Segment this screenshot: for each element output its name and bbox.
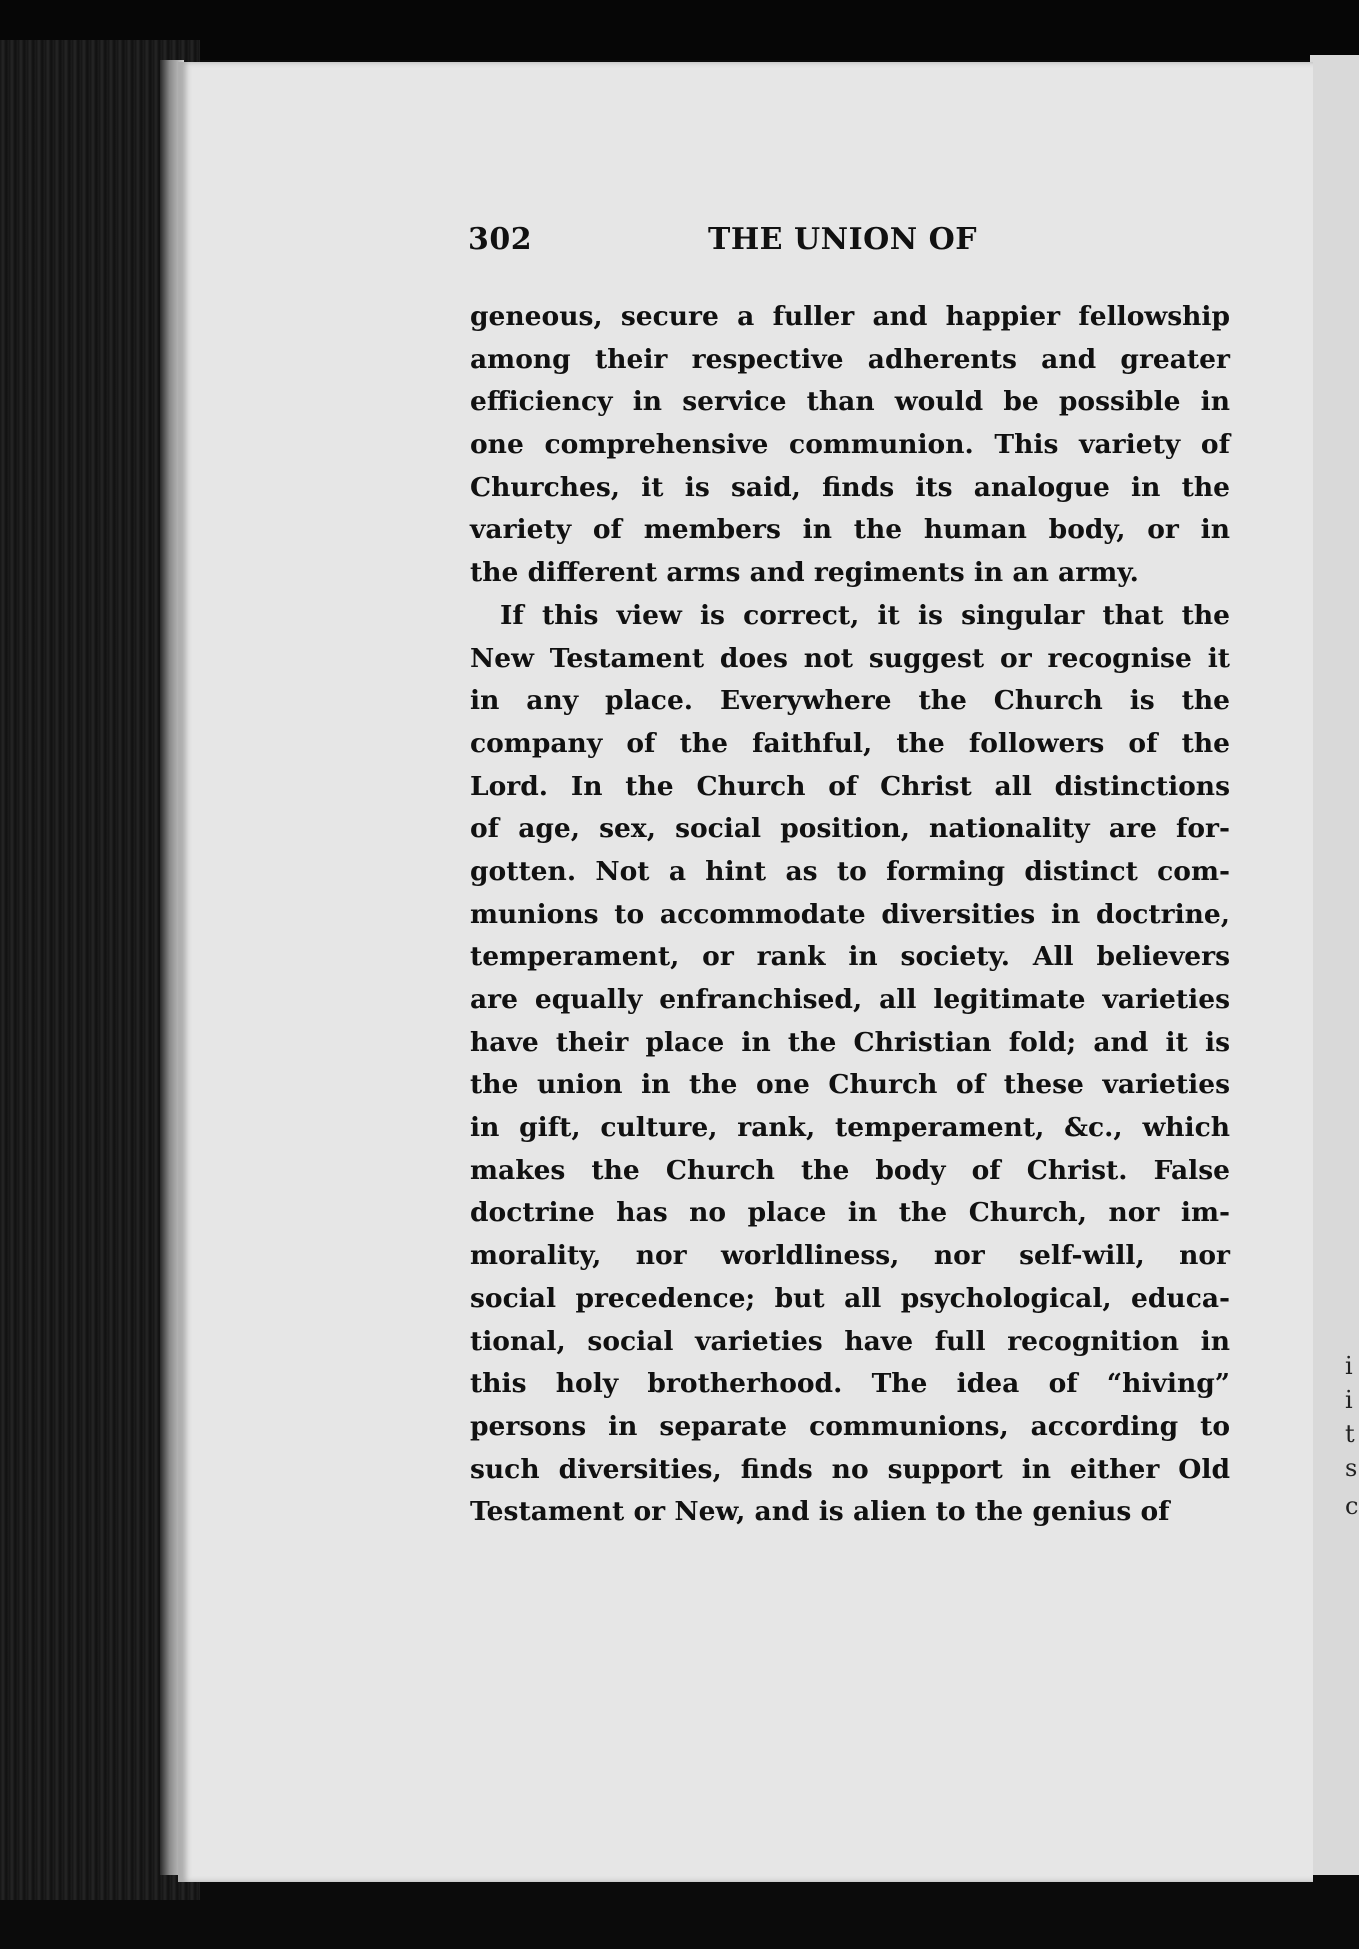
- text-line: temperament, or rank in society. All believers: [470, 941, 1230, 973]
- facing-page-letter: i: [1345, 1386, 1353, 1414]
- paragraph-start-line: If this view is correct, it is singular that the: [500, 599, 1230, 631]
- text-line: tional, social varieties have full recognition in: [470, 1325, 1230, 1357]
- running-title: THE UNION OF: [708, 222, 978, 257]
- text-line: in gift, culture, rank, temperament, &c., which: [470, 1112, 1230, 1144]
- text-line: the different arms and regiments in an army.: [470, 557, 1139, 589]
- text-line: makes the Church the body of Christ. False: [470, 1154, 1230, 1186]
- body-text: [470, 296, 1230, 1534]
- text-line: of age, sex, social position, nationality are for-: [470, 813, 1230, 845]
- text-line: gotten. Not a hint as to forming distinct com-: [470, 855, 1230, 887]
- page-number: 302: [468, 222, 533, 257]
- facing-page-letter: s: [1345, 1454, 1358, 1482]
- facing-page-letter: i: [1345, 1352, 1353, 1380]
- text-line: are equally enfranchised, all legitimate varieties: [470, 984, 1230, 1015]
- top-shadow: [0, 0, 1359, 60]
- text-line: Lord. In the Church of Christ all distinctions: [470, 770, 1230, 802]
- page-header: [468, 222, 1228, 272]
- text-line: social precedence; but all psychological, educa-: [470, 1282, 1230, 1314]
- text-line: this holy brotherhood. The idea of “hiving”: [470, 1368, 1230, 1400]
- facing-page-letter: c: [1345, 1492, 1359, 1520]
- text-line: New Testament does not suggest or recognise it: [470, 642, 1230, 674]
- facing-page-letter: t: [1345, 1420, 1355, 1448]
- text-line: morality, nor worldliness, nor self-will, nor: [470, 1240, 1230, 1272]
- text-line: have their place in the Christian fold; and it is: [470, 1026, 1230, 1058]
- text-line: in any place. Everywhere the Church is the: [470, 685, 1230, 717]
- text-line: variety of members in the human body, or in: [470, 514, 1230, 546]
- text-line: company of the faithful, the followers of the: [470, 727, 1230, 759]
- text-line: one comprehensive communion. This variety of: [470, 429, 1230, 461]
- text-line: efficiency in service than would be possible in: [470, 386, 1230, 418]
- text-line: geneous, secure a fuller and happier fellowship: [470, 301, 1230, 332]
- text-line: the union in the one Church of these varieties: [470, 1069, 1230, 1101]
- text-line: doctrine has no place in the Church, nor im-: [470, 1197, 1230, 1229]
- text-line: among their respective adherents and greater: [470, 343, 1230, 375]
- text-line: such diversities, finds no support in either Old: [470, 1453, 1230, 1485]
- text-line: munions to accommodate diversities in doctrine,: [470, 898, 1230, 930]
- text-line: Churches, it is said, finds its analogue in the: [470, 471, 1230, 503]
- facing-page-edge: [1310, 55, 1359, 1875]
- text-line: persons in separate communions, according to: [470, 1410, 1230, 1442]
- text-line: Testament or New, and is alien to the genius of: [470, 1496, 1170, 1528]
